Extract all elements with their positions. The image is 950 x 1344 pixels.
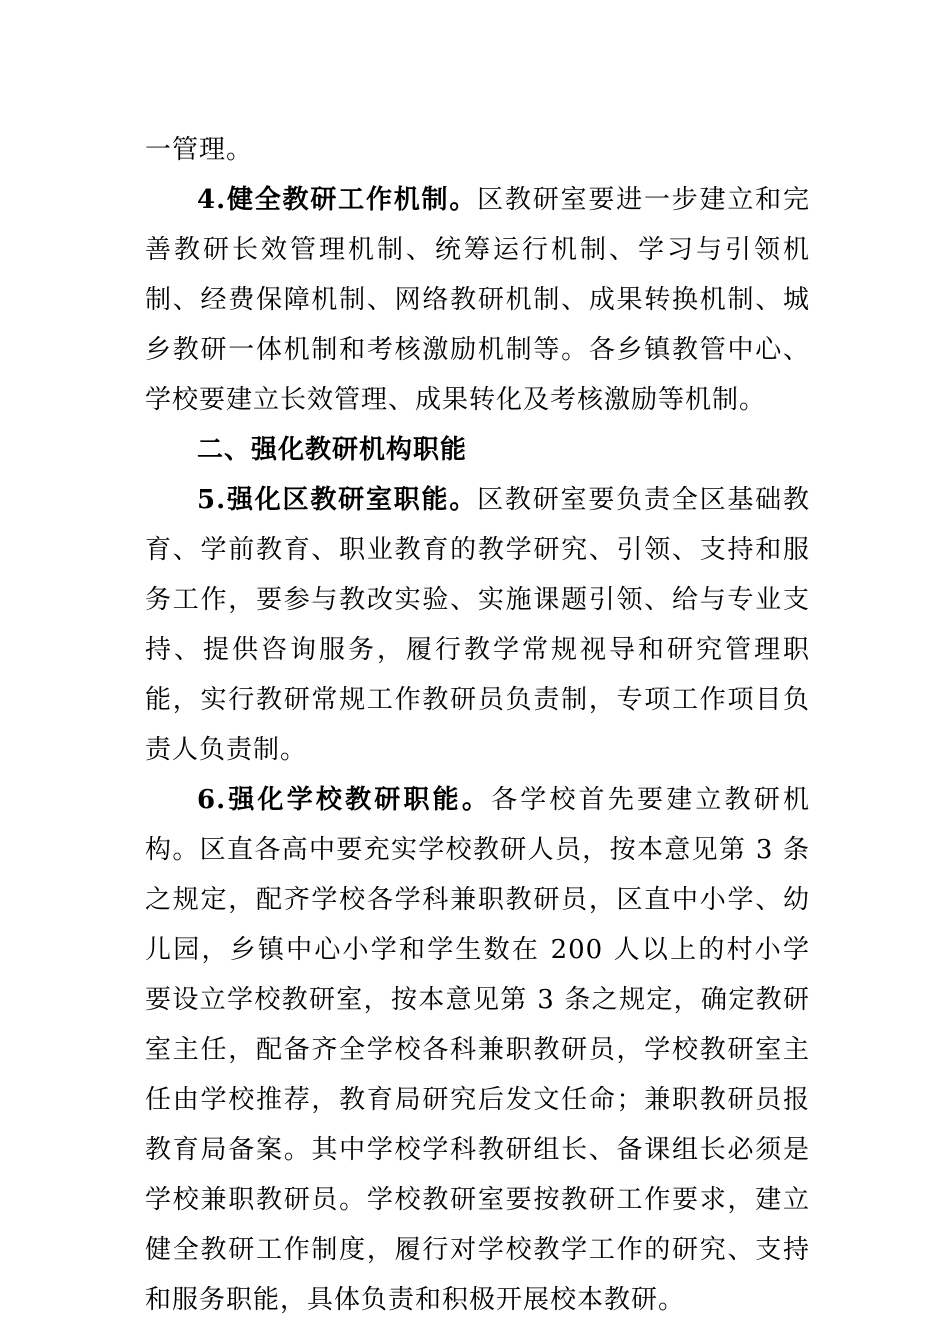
paragraph-text: 各学校首先要建立教研机构。区直各高中要充实学校教研人员，按本意见第 3 条之规定，配齐学校各学科兼职教研员，区直中小学、幼儿园，乡镇中心小学和学生数在 200 人以上的村小学要设立学校教研室，按本意见第 3 条之规定，确定教研室主任，配备齐全学校各科兼职教研员，学校教研室主任由学校推荐，教育局研究后发文任命；兼职教研员报教育局备案。其中学校学科教研组长、备课组长必须是学校兼职教研员。学校教研室要按教研工作要求，建立健全教研工作制度，履行对学校教学工作的研究、支持和服务职能，具体负责和积极开展校本教研。: [145, 785, 810, 1315]
paragraph-lead: 4.健全教研工作机制。: [197, 185, 478, 215]
paragraph-lead: 5.强化区教研室职能。: [197, 485, 478, 515]
paragraph-text: 区教研室要负责全区基础教育、学前教育、职业教育的教学研究、引领、支持和服务工作，要参与教改实验、实施课题引领、给与专业支持、提供咨询服务，履行教学常规视导和研究管理职能，实行教研常规工作教研员负责制，专项工作项目负责人负责制。: [145, 485, 810, 765]
paragraph-continuation: [145, 125, 810, 175]
paragraph-item-6: [145, 775, 810, 1325]
paragraph-text: 一管理。: [145, 135, 254, 165]
paragraph-item-5: [145, 475, 810, 775]
paragraph-item-4: [145, 175, 810, 425]
paragraph-text: 区教研室要进一步建立和完善教研长效管理机制、统筹运行机制、学习与引领机制、经费保障机制、网络教研机制、成果转换机制、城乡教研一体机制和考核激励机制等。各乡镇教管中心、学校要建立长效管理、成果转化及考核激励等机制。: [145, 185, 810, 415]
paragraph-lead: 6.强化学校教研职能。: [197, 785, 492, 815]
document-body: [145, 125, 810, 1325]
section-heading: 二、强化教研机构职能: [197, 435, 468, 465]
